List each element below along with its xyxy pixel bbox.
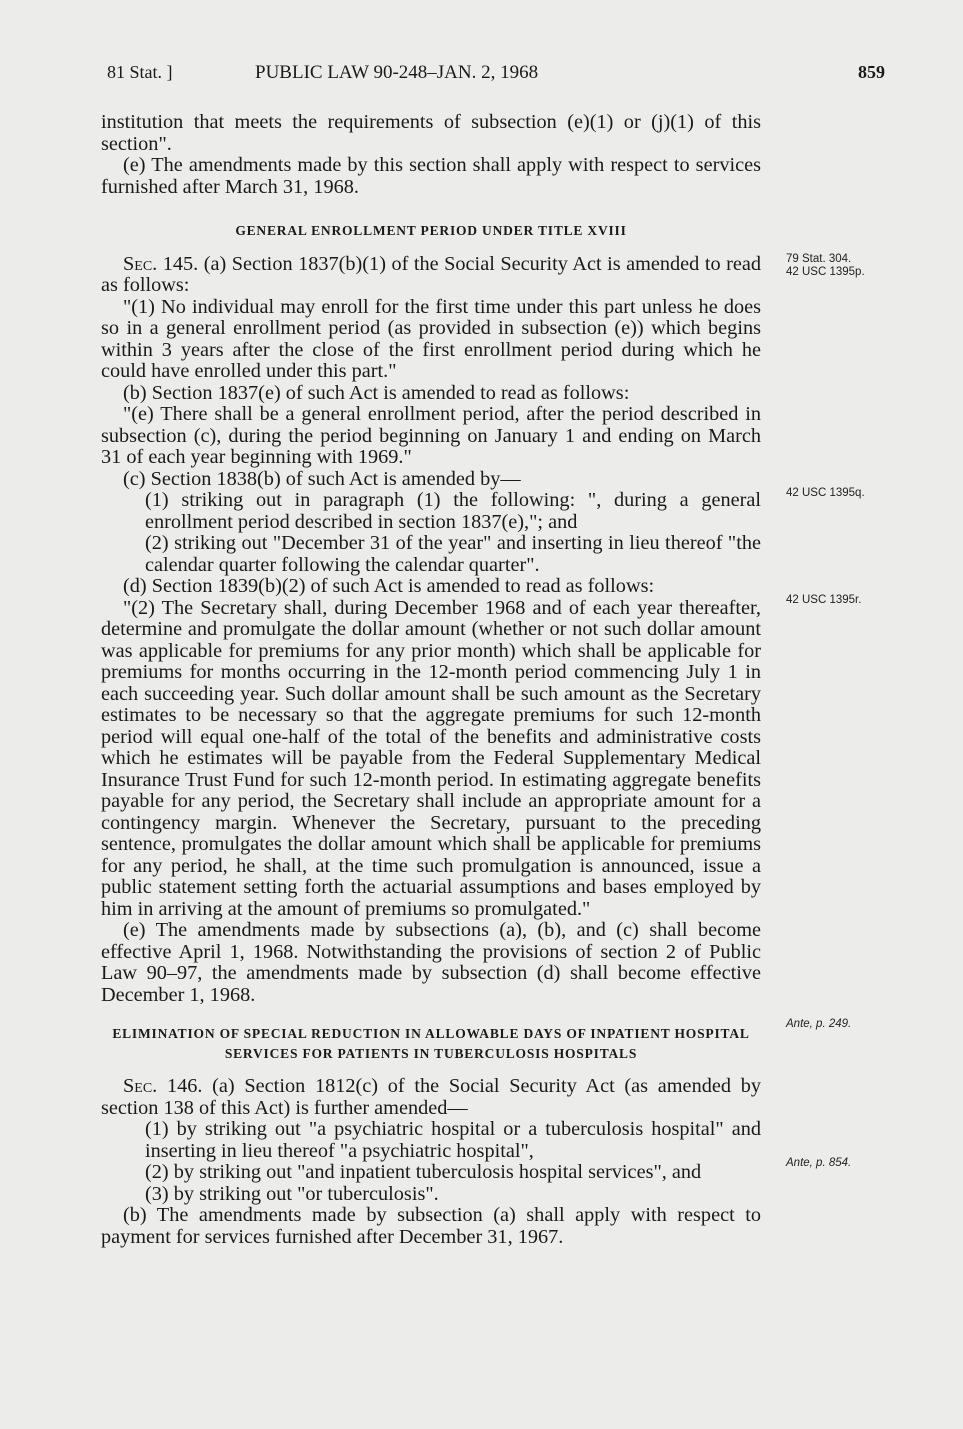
sec146-a xyxy=(101,1076,761,1119)
section-heading: GENERAL ENROLLMENT PERIOD UNDER TITLE XVIII xyxy=(235,223,627,238)
sec145-b: (b) Section 1837(e) of such Act is amended to read as follows: xyxy=(123,381,630,404)
sec145-c1: (1) striking out in paragraph (1) the following: ", during a general enrollment period described in section 1837(e),"; and xyxy=(145,489,761,533)
header-title: PUBLIC LAW 90-248–JAN. 2, 1968 xyxy=(255,62,539,83)
sec145-c2: (2) striking out "December 31 of the year" and inserting in lieu thereof "the calendar quarter following the calendar quarter". xyxy=(145,532,761,576)
sec145-a-quote: "(1) No individual may enroll for the first time under this part unless he does so in a general enrollment period (as provided in subsection (e)) which begins within 3 years after the close of the first enrollment period during which he could have enrolled under this part." xyxy=(101,295,761,382)
margin-note-line: 79 Stat. 304. xyxy=(786,253,852,265)
sec146-a3: (3) by striking out "or tuberculosis". xyxy=(145,1182,439,1205)
sec145-a xyxy=(101,254,761,297)
sec146-a1: (1) by striking out "a psychiatric hospital or a tuberculosis hospital" and inserting in lieu thereof "a psychiatric hospital", xyxy=(145,1118,761,1162)
margin-note xyxy=(786,253,865,279)
sec146-a2: (2) by striking out "and inpatient tuberculosis hospital services", and xyxy=(145,1161,702,1183)
margin-note: 42 USC 1395r. xyxy=(786,594,862,606)
sec145-b-quote: "(e) There shall be a general enrollment period, after the period described in subsection (c), during the period beginning on January 1 and ending on March 31 of each year beginning with 1969." xyxy=(101,403,761,468)
sec145-d-quote: "(2) The Secretary shall, during December 1968 and of each year thereafter, determine and promulgate the dollar amount (whether or not such dollar amount was applicable for premiums for any prior month) which shall be applicable for premiums for months occurring in the 12-month period commencing July 1 in each succeeding year. Such dollar amount shall be such amount as the Secretary estimates to be necessary so that the aggregate premiums for such 12-month period will equal one-half of the total of the benefits and administrative costs which he estimates will be payable from the Federal Supplementary Medical Insurance Trust Fund for such 12-month period. In estimating aggregate benefits payable for any period, the Secretary shall include an appropriate amount for a contingency margin. Whenever the Secretary, pursuant to the preceding sentence, promulgates the dollar amount which shall be applicable for premiums for any period, he shall, at the time such promulgation is announced, issue a public statement setting forth the actuarial assumptions and bases employed by him in arriving at the amount of premiums so promulgated." xyxy=(101,596,761,920)
paragraph: institution that meets the requirements of subsection (e)(1) or (j)(1) of this section". xyxy=(101,111,761,155)
section-heading: ELIMINATION OF SPECIAL REDUCTION IN ALLOWABLE DAYS OF INPATIENT HOSPITAL SERVICES FOR PATIENTS IN TUBERCULOSIS HOSPITALS xyxy=(112,1026,750,1061)
sec146-lead: Sec. 146. xyxy=(123,1075,203,1097)
header-volume: 81 Stat. ] xyxy=(107,62,173,82)
sec145-e: (e) The amendments made by subsections (a), (b), and (c) shall become effective April 1, 1968. Notwithstanding the provisions of section 2 of Public Law 90–97, the amendments made by subsection (d) shall become effective December 1, 1968. xyxy=(101,919,761,1006)
sec145-d: (d) Section 1839(b)(2) of such Act is amended to read as follows: xyxy=(123,575,655,597)
sec145-lead: Sec. 145. xyxy=(123,252,199,275)
margin-note: Ante, p. 854. xyxy=(786,1157,852,1169)
sec145-c: (c) Section 1838(b) of such Act is amended by— xyxy=(123,467,521,490)
margin-note: 42 USC 1395q. xyxy=(786,487,865,499)
sec146-a-text: (a) Section 1812(c) of the Social Security Act (as amended by section 138 of this Act) is further amended— xyxy=(101,1075,761,1119)
document-body xyxy=(101,112,761,1248)
margin-note-line: 42 USC 1395p. xyxy=(786,266,865,278)
sec146-b: (b) The amendments made by subsection (a) shall apply with respect to payment for services furnished after December 31, 1967. xyxy=(101,1204,761,1248)
sec145-a-text: (a) Section 1837(b)(1) of the Social Security Act is amended to read as follows: xyxy=(101,252,761,296)
paragraph: (e) The amendments made by this section shall apply with respect to services furnished after March 31, 1968. xyxy=(101,154,761,198)
margin-note: Ante, p. 249. xyxy=(786,1018,852,1030)
page-number: 859 xyxy=(858,62,885,82)
